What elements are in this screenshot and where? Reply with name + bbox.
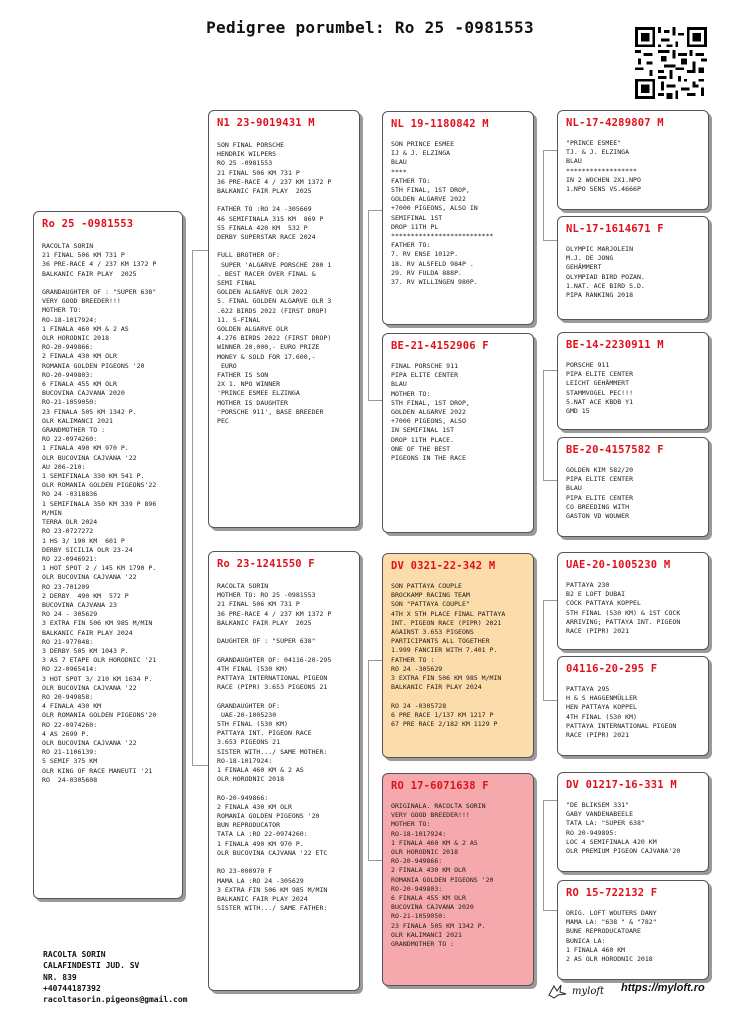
ring-number: RO 17-6071638 F bbox=[391, 780, 489, 792]
pigeon-description: PATTAYA 230 B2 E LOFT DUBAI COCK PATTAYA KOPPEL 5TH FINAL (530 KM) & 1ST COCK ARRIVING; PATTAYA INT. PIGEON RACE (PIPR) 2021 bbox=[566, 581, 681, 636]
ring-number: BE-20-4157582 F bbox=[566, 444, 664, 456]
ring-number: UAE-20-1005230 M bbox=[566, 559, 671, 571]
pigeon-card-mother-mother[interactable] bbox=[382, 773, 534, 986]
pigeon-description: SON PRINCE ESMEE IJ & J. ELZINGA BLAU **** FATHER TO: 5TH FINAL, 1ST DROP, GOLDEN ALGARVE 2022 +7000 PIGEONS, ALSO IN SEMIFINAL 1ST DROP 11TH PL ************************** FATHER TO: 7. RV ENSE 1012P. 18. RV ALSFELD 984P . 29. RV FULDA 888P. 37. RV WILLINGEN 980P. bbox=[391, 140, 494, 287]
owner-phone[interactable]: +40744187392 bbox=[43, 983, 101, 993]
pigeon-description: PORSCHE 911 PIPA ELITE CENTER LEICHT GEHÄMMERT STAMMVOGEL PEC!!! 5.NAT ACE KBDB Y1 GMD 15 bbox=[566, 361, 634, 416]
ring-number: NL-17-1614671 F bbox=[566, 223, 664, 235]
pigeon-description: SON PATTAYA COUPLE BROCKAMP RACING TEAM SON "PATTAYA COUPLE" 4TH X 5TH PLACE FINAL PATTAYA INT. PIGEON RACE (PIPR) 2021 AGAINST 3.653 PIGEONS PARTICIPANTS ALL TOGETHER 1.999 FANCIER WITH 7.401 P. FATHER TO : RO 24 -305629 3 EXTRA FIN 506 KM 985 M/MIN BALKANIC FAIR PLAY 2024 RO 24 -0305728 6 PRE RACE 1/137 KM 1217 P 67 PRE RACE 2/182 KM 1129 P bbox=[391, 582, 506, 729]
owner-address: CALAFINDESTI JUD. SV bbox=[43, 961, 140, 971]
pigeon-card-father-mother[interactable] bbox=[382, 333, 534, 533]
ring-number: BE-14-2230911 M bbox=[566, 339, 664, 351]
connector-line bbox=[368, 860, 382, 861]
pigeon-card-fm-mother[interactable] bbox=[557, 437, 709, 537]
connector-line bbox=[543, 600, 544, 700]
ring-number: DV 01217-16-331 M bbox=[566, 779, 677, 791]
connector-line bbox=[543, 370, 557, 371]
pigeon-description: PATTAYA 295 H & S HAGGENMÜLLER HEN PATTAYA KOPPEL 4TH FINAL (530 KM) PATTAYA INTERNATIONAL PIGEON RACE (PIPR) 2021 bbox=[566, 685, 677, 740]
ring-number: Ro 23-1241550 F bbox=[217, 558, 315, 570]
pigeon-icon bbox=[548, 983, 568, 999]
pigeon-description: RACOLTA SORIN 21 FINAL 506 KM 731 P 36 PRE-RACE 4 / 237 KM 1372 P BALKANIC FAIR PLAY 2025 GRANDAUGHTER OF : "SUPER 638" VERY GOOD BREEDER!!! MOTHER TO: RO-18-1017924: 1 FINALA 460 KM & 2 AS OLR HORODNIC 2018 RO-20-949866: 2 FINALA 430 KM OLR ROMANIA GOLDEN PIGEONS '20 RO-20-949803: 6 FINALA 455 KM OLR BUCOVINA CAJVANA 2020 RO-21-1059050: 23 FINALA 505 KM 1342 P. OLR KALIMANCI 2021 GRANDMOTHER TO : RO 22-0974260: 1 FINALA 490 KM 970 P. OLR BUCOVINA CAJVANA '22 AU 206-210: 1 SEMIFINALA 330 KM 541 P. OLR ROMANIA GOLDEN PIGEONS'22 RO 24 -0318836 1 SEMIFINALA 350 KM 339 P 896 M/MIN TERRA OLR 2024 RO 23-0727272 1 HS 3/ 190 KM 601 P DERBY SICILIA OLR 23-24 RO 22-0946921: 1 HOT SPOT 2 / 145 KM 1790 P. OLR BUCOVINA CAJVANA '22 RO 23-701209 2 DERBY 490 KM 572 P BUCOVINA CAJVANA 23 RO 24 - 305629 3 EXTRA FIN 506 KM 985 M/MIN BALKANIC FAIR PLAY 2024 RO 21-977048: 3 DERBY 505 KM 1043 P. 3 AS 7 ETAPE OLR HORODNIC '21 RO 22-0965414: 3 HOT SPOT 3/ 210 KM 1634 P. OLR BUCOVINA CAJVANA '22 RO 20-949858: 4 FINALA 430 KM OLR ROMANIA GOLDEN PIGEONS'20 RO 22-0974260: 4 AS 2699 P. OLR BUCOVINA CAJVANA '22 RO 21-1106139: 5 SEMIF 375 KM OLR KING OF RACE MANEUTI '21 RO 24-0305608 bbox=[42, 242, 157, 784]
owner-number: NR. 839 bbox=[43, 972, 77, 982]
pigeon-description: RACOLTA SORIN MOTHER TO: RO 25 -0981553 21 FINAL 506 KM 731 P 36 PRE-RACE 4 / 237 KM 1372 P BALKANIC FAIR PLAY 2025 DAUGHTER OF : "SUPER 638" GRANDAUGHTER OF: 04116-20-295 4TH FINAL (530 KM) PATTAYA INTERNATIONAL PIGEON RACE (PIPR) 3.653 PIGEONS 21 GRANDAUGHTER OF: UAE-20-1005230 5TH FINAL (530 KM) PATTAYA INT. PIGEON RACE 3.653 PIGEONS 21 SISTER WITH.../ SAME MOTHER: RO-18-1017924: 1 FINALA 460 KM & 2 AS OLR HORODNIC 2018 RO-20-949866: 2 FINALA 430 KM OLR ROMANIA GOLDEN PIGEONS '20 BUN REPRODUCATOR TATA LA :RO 22-0974260: 1 FINALA 490 KM 970 P. OLR BUCOVINA CAJVANA '22 ETC RO 23-000970 F MAMA LA :RO 24 -305629 3 EXTRA FIN 506 KM 985 M/MIN BALKANIC FAIR PLAY 2024 SISTER WITH.../ SAME FATHER: bbox=[217, 582, 332, 913]
pigeon-description: "PRINCE ESMEE" TJ. & J. ELZINGA BLAU ****************** IN 2 WOCHEN 2X1.NPO 1.NPO SENS VS.4666P bbox=[566, 139, 641, 194]
page-title: Pedigree porumbel: Ro 25 -0981553 bbox=[206, 18, 534, 37]
qr-code-icon bbox=[635, 27, 707, 99]
connector-line bbox=[543, 370, 544, 480]
website-link[interactable]: https://myloft.ro bbox=[621, 982, 705, 994]
ring-number: N1 23-9019431 M bbox=[217, 117, 315, 129]
pigeon-card-mf-mother[interactable] bbox=[557, 656, 709, 756]
connector-line bbox=[543, 150, 544, 240]
connector-line bbox=[192, 250, 193, 765]
pigeon-card-mf-father[interactable] bbox=[557, 552, 709, 650]
ring-number: DV 0321-22-342 M bbox=[391, 560, 496, 572]
owner-contact bbox=[43, 949, 188, 1005]
ring-number: BE-21-4152906 F bbox=[391, 340, 489, 352]
connector-line bbox=[368, 660, 382, 661]
pigeon-card-mm-father[interactable] bbox=[557, 772, 709, 872]
connector-line bbox=[368, 660, 369, 860]
logo-text: myloft bbox=[572, 985, 605, 997]
pigeon-card-father-father[interactable] bbox=[382, 111, 534, 325]
pigeon-description: "DE BLIKSEM 331" GABY VANDENABEELE TATA LA: "SUPER 638" RO 20-949895: LOC 4 SEMIFINALA 420 KM OLR PREMIUM PIGEON CAJVANA'20 bbox=[566, 801, 681, 856]
pigeon-card-mother-father[interactable] bbox=[382, 553, 534, 758]
pigeon-description: OLYMPIC MARJOLEIN M.J. DE JONG GEHÄMMERT OLYMPIAD BIRD POZAN. 1.NAT. ACE BIRD S.D. PIPA RANKING 2018 bbox=[566, 245, 645, 300]
pigeon-card-mother[interactable] bbox=[208, 551, 360, 991]
pigeon-card-subject[interactable] bbox=[33, 211, 183, 899]
connector-line bbox=[543, 240, 557, 241]
pigeon-card-ff-mother[interactable] bbox=[557, 216, 709, 320]
pigeon-card-father[interactable] bbox=[208, 110, 360, 528]
myloft-logo bbox=[548, 983, 604, 999]
connector-line bbox=[368, 210, 382, 211]
owner-email[interactable]: racoltasorin.pigeons@gmail.com bbox=[43, 995, 188, 1005]
ring-number: Ro 25 -0981553 bbox=[42, 218, 134, 230]
connector-line bbox=[543, 480, 557, 481]
connector-line bbox=[543, 800, 557, 801]
connector-line bbox=[368, 210, 369, 400]
ring-number: NL-17-4289807 M bbox=[566, 117, 664, 129]
ring-number: 04116-20-295 F bbox=[566, 663, 658, 675]
connector-line bbox=[543, 150, 557, 151]
connector-line bbox=[543, 910, 557, 911]
pigeon-description: GOLDEN KIM 582/20 PIPA ELITE CENTER BLAU PIPA ELITE CENTER CO BREEDING WITH GASTON VD WOUWER bbox=[566, 466, 634, 521]
connector-line bbox=[543, 800, 544, 910]
pigeon-description: ORIG. LOFT WOUTERS DANY MAMA LA: "638 " & "782" BUNE REPRODUCATOARE BUNICA LA: 1 FINALA 460 KM 2 AS OLR HORODNIC 2018 bbox=[566, 909, 657, 964]
connector-line bbox=[543, 700, 557, 701]
pigeon-card-mm-mother[interactable] bbox=[557, 880, 709, 980]
pigeon-card-ff-father[interactable] bbox=[557, 110, 709, 210]
connector-line bbox=[543, 600, 557, 601]
ring-number: RO 15-722132 F bbox=[566, 887, 658, 899]
ring-number: NL 19-1180842 M bbox=[391, 118, 489, 130]
connector-line bbox=[192, 765, 208, 766]
pigeon-card-fm-father[interactable] bbox=[557, 332, 709, 430]
pigeon-description: ORIGINALA. RACOLTA SORIN VERY GOOD BREEDER!!! MOTHER TO: RO-18-1017924: 1 FINALA 460 KM & 2 AS OLR HORODNIC 2018 RO-20-949866: 2 FINALA 430 KM OLR ROMANIA GOLDEN PIGEONS '20 RO-20-949803: 6 FINALA 455 KM OLR BUCOVINA CAJVANA 2020 RO-21-1059050: 23 FINALA 505 KM 1342 P. OLR KALIMANCI 2021 GRANDMOTHER TO : bbox=[391, 802, 494, 949]
pigeon-description: SON FINAL PORSCHE HENDRIK WILPERS RO 25 -0981553 21 FINAL 506 KM 731 P 36 PRE-RACE 4 / 237 KM 1372 P BALKANIC FAIR PLAY 2025 FATHER TO :RO 24 -305669 46 SEMIFINALA 315 KM 869 P 55 FINALA 420 KM 532 P DERBY SUPERSTAR RACE 2024 FULL BROTHER OF: SUPER 'ALGARVE PORSCHE 200 1 . BEST RACER OVER FINAL & SEMI FINAL GOLDEN ALGARVE OLR 2022 5. FINAL GOLDEN ALGARVE OLR 3 .622 BIRDS 2022 (FIRST DROP) 11. S-FINAL GOLDEN ALGARVE OLR 4.276 BIRDS 2022 (FIRST DROP) WINNER 20.000,- EURO PRIZE MONEY & SOLD FOR 17.600,- EURO FATHER IS SON 2X 1. NPO WINNER 'PRINCE ESMEE ELZINGA MOTHER IS DAUGHTER 'PORSCHE 911', BASE BREEDER PEC bbox=[217, 141, 332, 426]
pigeon-description: FINAL PORSCHE 911 PIPA ELITE CENTER BLAU MOTHER TO: 5TH FINAL, 1ST DROP, GOLDEN ALGARVE 2022 +7000 PIGEONS, ALSO IN SEMIFINAL 1ST DROP 11TH PLACE. ONE OF THE BEST PIGEONS IN THE RACE bbox=[391, 362, 470, 463]
connector-line bbox=[192, 250, 208, 251]
connector-line bbox=[368, 400, 382, 401]
owner-name: RACOLTA SORIN bbox=[43, 950, 106, 959]
